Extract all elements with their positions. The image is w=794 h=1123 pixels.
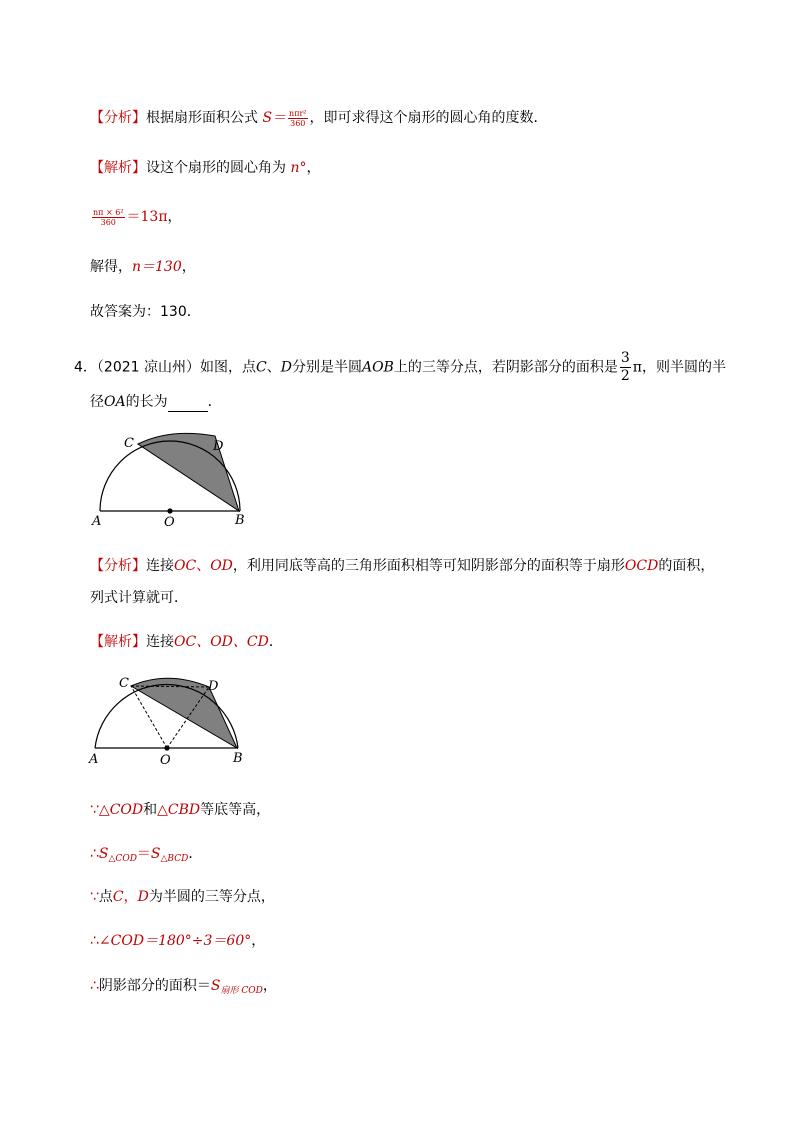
problem-text-c: 上的三等分点，若阴影部分的面积是 bbox=[393, 359, 618, 376]
triangle-cod: △COD bbox=[98, 802, 144, 818]
step5-t1: 阴影部分的面积＝ bbox=[98, 978, 211, 994]
step5-end: ， bbox=[262, 978, 277, 994]
because-symbol: ∵ bbox=[90, 802, 99, 818]
therefore-symbol-3: ∴ bbox=[90, 978, 99, 994]
angle-expression: ∠COD＝180°÷3＝60° bbox=[98, 933, 252, 949]
sep: 、 bbox=[266, 359, 281, 376]
analysis2-t3: 的面积， bbox=[658, 558, 715, 574]
label-c-2: C bbox=[119, 676, 129, 691]
label-o: O bbox=[164, 515, 175, 530]
step3-t1: 点 bbox=[98, 889, 113, 905]
problem-text-a: 4．（2021 凉山州）如图，点 bbox=[74, 359, 256, 376]
label-a: A bbox=[92, 514, 102, 529]
answer-blank bbox=[168, 397, 208, 412]
area-s2-sub: △BCD bbox=[160, 854, 189, 864]
sector-s-sub: 扇形 COD bbox=[220, 986, 263, 996]
area-s2: S bbox=[150, 846, 161, 862]
semicircle-aob: AOB bbox=[361, 359, 394, 376]
angle-var: n° bbox=[290, 160, 307, 176]
problem-4-line-2 bbox=[90, 392, 222, 412]
step-3 bbox=[90, 887, 275, 907]
therefore-symbol: ∴ bbox=[90, 846, 99, 862]
sep1: 、 bbox=[196, 558, 211, 574]
problem-text-g: ． bbox=[207, 394, 222, 410]
semicircle-figure-1 bbox=[90, 420, 290, 530]
problem-4-line-1 bbox=[74, 350, 726, 385]
shaded-region bbox=[138, 433, 239, 511]
step-5 bbox=[90, 976, 277, 1001]
step1-and: 和 bbox=[143, 802, 158, 818]
analysis-line-2 bbox=[90, 556, 714, 576]
because-symbol-2: ∵ bbox=[90, 889, 99, 905]
point-c: C bbox=[256, 359, 267, 376]
pi: π bbox=[632, 359, 642, 376]
label-d-2: D bbox=[208, 679, 219, 694]
label-b: B bbox=[235, 513, 245, 528]
solution-line-1 bbox=[90, 158, 320, 178]
semicircle-figure-2 bbox=[88, 666, 288, 776]
solve-prefix: 解得， bbox=[90, 259, 132, 275]
segments: OC、OD、CD bbox=[174, 634, 269, 650]
step1-rest: 等底等高， bbox=[200, 802, 271, 818]
equation-line bbox=[90, 207, 182, 227]
problem-text-f: 的长为 bbox=[125, 394, 168, 410]
label-d: D bbox=[213, 439, 224, 454]
solution2-tag: 【解析】 bbox=[90, 634, 146, 650]
label-a-2: A bbox=[89, 752, 99, 767]
step-1 bbox=[90, 800, 270, 820]
triangle-cbd: △CBD bbox=[157, 802, 201, 818]
solution2-end: ． bbox=[268, 634, 283, 650]
step-2 bbox=[90, 844, 202, 869]
sector-ocd: OCD bbox=[624, 558, 659, 574]
equation-fraction: $\frac{\text{nπ × 6²}}{360}$ bbox=[93, 207, 124, 227]
solution-line-2 bbox=[90, 632, 283, 652]
equation-end: ， bbox=[167, 209, 182, 225]
analysis-tag: 【分析】 bbox=[90, 110, 146, 126]
center-point-o-2 bbox=[164, 745, 169, 750]
step3-d: D bbox=[137, 889, 149, 905]
formula-lhs: S＝ bbox=[262, 110, 287, 126]
analysis2-t2: ，利用同底等高的三角形面积相等可知阴影部分的面积等于扇形 bbox=[232, 558, 625, 574]
analysis-text: 根据扇形面积公式 bbox=[146, 110, 258, 126]
seg-oc: OC bbox=[174, 558, 197, 574]
area-s1-sub: △COD bbox=[108, 854, 137, 864]
analysis2-line2: 列式计算就可． bbox=[90, 590, 188, 606]
center-point-o bbox=[167, 508, 172, 513]
problem-text-d: ，则半圆的半 bbox=[641, 359, 726, 376]
label-c: C bbox=[124, 436, 134, 451]
equation-rhs: ＝13π bbox=[126, 209, 168, 225]
solve-end: ， bbox=[181, 259, 196, 275]
therefore-symbol-2: ∴ bbox=[90, 933, 99, 949]
step3-c: C bbox=[112, 889, 124, 905]
answer-text: 故答案为：130． bbox=[90, 304, 201, 320]
seg-od: OD bbox=[210, 558, 233, 574]
solve-line bbox=[90, 257, 196, 277]
label-b-2: B bbox=[233, 751, 243, 766]
solution-tag: 【解析】 bbox=[90, 160, 146, 176]
solution2-t1: 连接 bbox=[146, 634, 174, 650]
analysis2-t1: 连接 bbox=[146, 558, 174, 574]
step2-end: ． bbox=[188, 846, 203, 862]
problem-text-e: 径 bbox=[90, 394, 104, 410]
sector-area-formula: $\frac{\text{nπr²}}{360}$ bbox=[289, 108, 307, 128]
shaded-area-fraction: $\frac{3}{2}$ bbox=[620, 350, 630, 384]
radius-oa: OA bbox=[104, 394, 126, 410]
answer-line bbox=[90, 302, 201, 322]
solution-end: ， bbox=[306, 160, 321, 176]
step2-eq: ＝ bbox=[136, 846, 151, 862]
step-4 bbox=[90, 931, 265, 951]
analysis-line-2b bbox=[90, 588, 188, 608]
area-s1: S bbox=[98, 846, 109, 862]
analysis-text-after: ，即可求得这个扇形的圆心角的度数． bbox=[309, 110, 548, 126]
analysis2-tag: 【分析】 bbox=[90, 558, 146, 574]
sector-s: S bbox=[210, 978, 221, 994]
solution-text: 设这个扇形的圆心角为 bbox=[146, 160, 286, 176]
step3-t2: 为半圆的三等分点， bbox=[148, 889, 275, 905]
solve-value: n＝130 bbox=[132, 259, 182, 275]
label-o-2: O bbox=[160, 753, 171, 768]
analysis-line-1 bbox=[90, 108, 548, 128]
step4-end: ， bbox=[251, 933, 266, 949]
point-d: D bbox=[280, 359, 292, 376]
step3-comma: ， bbox=[123, 889, 138, 905]
problem-text-b: 分别是半圆 bbox=[291, 359, 362, 376]
